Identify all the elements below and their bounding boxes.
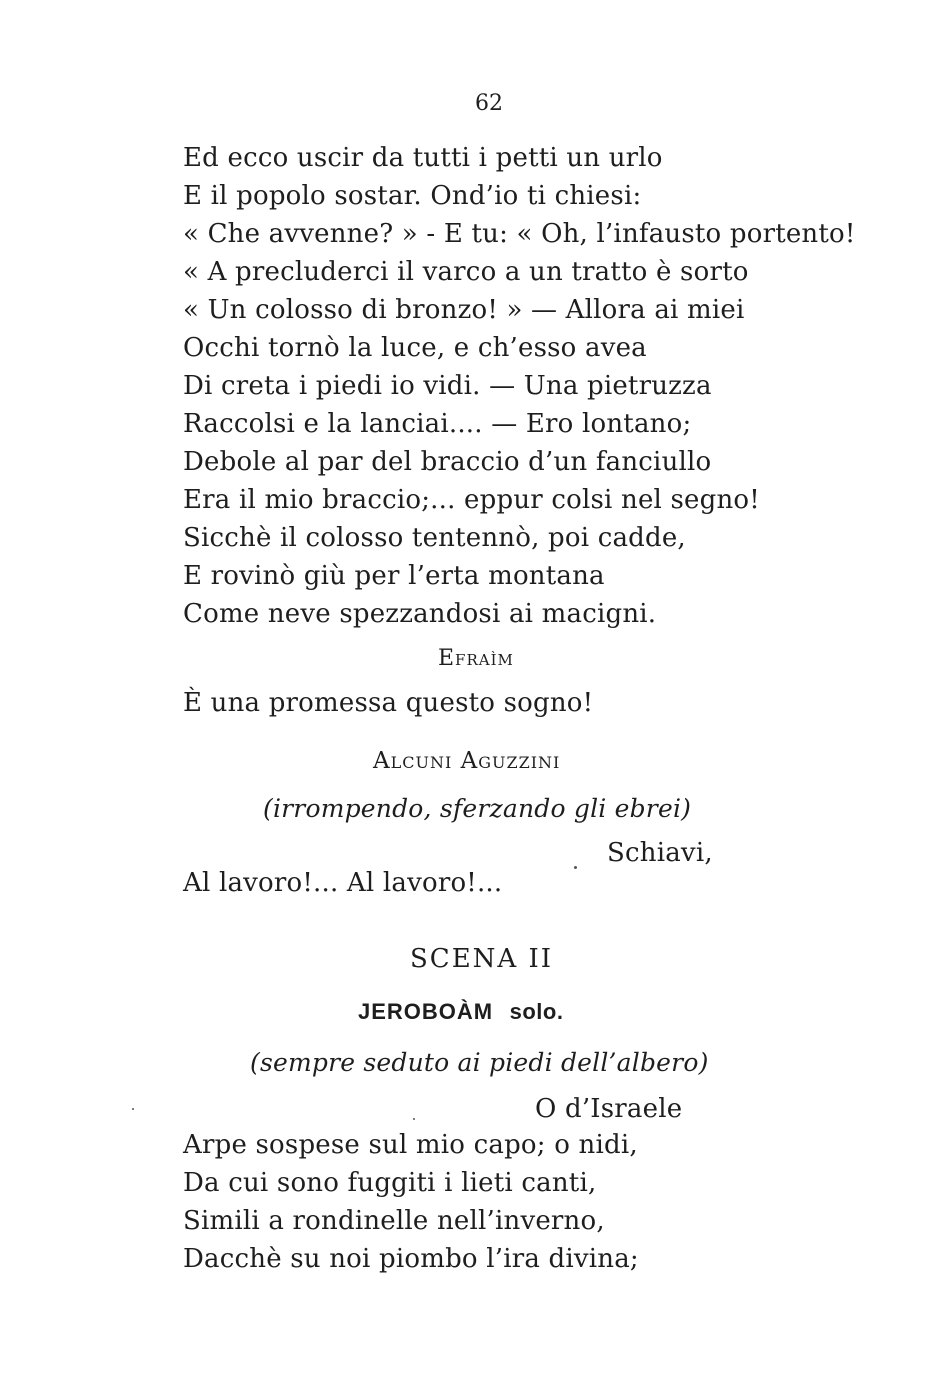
speaker-name: Alcuni Aguzzini <box>373 748 561 774</box>
verse-line: « A precluderci il varco a un tratto è sorto <box>183 257 749 287</box>
scene-character-heading <box>358 996 563 1027</box>
verse-line: E il popolo sostar. Ond’io ti chiesi: <box>183 181 642 211</box>
print-speck <box>574 866 577 869</box>
verse-line: O d’Israele <box>535 1094 683 1124</box>
verse-line: Ed ecco uscir da tutti i petti un urlo <box>183 143 663 173</box>
verse-line: Di creta i piedi io vidi. — Una pietruzza <box>183 371 712 401</box>
verse-line: È una promessa questo sogno! <box>183 688 594 718</box>
verse-line: Raccolsi e la lanciai.... — Ero lontano; <box>183 409 692 439</box>
verse-line: « Che avvenne? » - E tu: « Oh, l’infausto portento! <box>183 219 856 249</box>
speaker-name: Efraìm <box>438 646 514 671</box>
verse-line: Dacchè su noi piombo l’ira divina; <box>183 1244 639 1274</box>
verse-line: E rovinò giù per l’erta montana <box>183 561 605 591</box>
verse-line: Debole al par del braccio d’un fanciullo <box>183 447 712 477</box>
verse-line: Schiavi, <box>607 838 713 868</box>
verse-line: Occhi tornò la luce, e ch’esso avea <box>183 333 647 363</box>
print-speck <box>413 1118 415 1120</box>
verse-line: Da cui sono fuggiti i lieti canti, <box>183 1168 597 1198</box>
verse-line: Era il mio braccio;... eppur colsi nel segno! <box>183 485 760 515</box>
page-number: 62 <box>475 91 503 116</box>
verse-line: Arpe sospese sul mio capo; o nidi, <box>183 1130 638 1160</box>
verse-line: « Un colosso di bronzo! » — Allora ai miei <box>183 295 745 325</box>
print-speck <box>132 1108 134 1110</box>
scene-character: JEROBOÀM <box>358 999 494 1024</box>
stage-direction: (irrompendo, sferzando gli ebrei) <box>263 794 692 823</box>
scene-character-note: solo. <box>509 999 564 1024</box>
verse-line: Sicchè il colosso tentennò, poi cadde, <box>183 523 686 553</box>
verse-line: Come neve spezzandosi ai macigni. <box>183 599 657 629</box>
verse-line: Simili a rondinelle nell’inverno, <box>183 1206 605 1236</box>
stage-direction: (sempre seduto ai piedi dell’albero) <box>250 1048 709 1077</box>
scene-title: SCENA II <box>410 944 554 974</box>
verse-line: Al lavoro!... Al lavoro!... <box>183 868 503 898</box>
